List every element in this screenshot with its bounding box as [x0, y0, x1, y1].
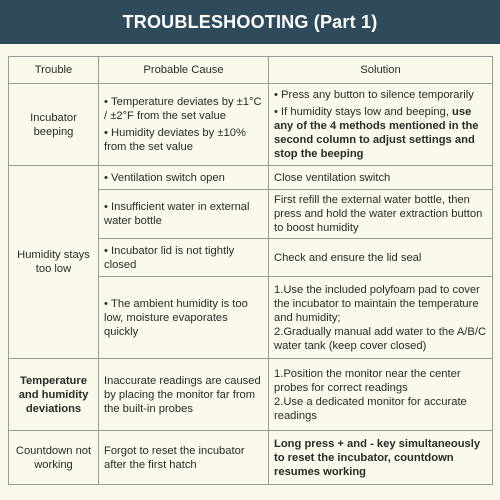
- table-row-countdown: [9, 431, 493, 485]
- trouble-beeping: Incubator beeping: [9, 84, 99, 166]
- table-row-beeping: [9, 84, 493, 166]
- solution-beeping-silence: • Press any button to silence temporarily: [274, 88, 487, 102]
- table-row-humidity-1: [9, 166, 493, 190]
- solution-ventilation: Close ventilation switch: [269, 166, 493, 190]
- cause-water-bottle: • Insufficient water in external water bottle: [99, 190, 269, 239]
- cause-beeping-temperature: • Temperature deviates by ±1°C / ±2°F from the set value: [104, 95, 263, 123]
- page-title-banner: [0, 0, 500, 44]
- solution-beeping-adjust-plain: If humidity stays low and beeping,: [281, 106, 453, 118]
- solution-deviations: [269, 359, 493, 431]
- trouble-countdown: Countdown not working: [9, 431, 99, 485]
- trouble-deviations: Temperature and humidity deviations: [9, 359, 99, 431]
- solution-beeping-adjust-bold: use any of the 4 methods mentioned in the second column to adjust settings and stop the beeping: [274, 106, 479, 160]
- cause-beeping-humidity: • Humidity deviates by ±10% from the set value: [104, 126, 263, 154]
- header-trouble: Trouble: [9, 57, 99, 84]
- solution-dedicated-monitor: 2.Use a dedicated monitor for accurate readings: [274, 395, 467, 422]
- header-solution: Solution: [269, 57, 493, 84]
- solution-lid: Check and ensure the lid seal: [269, 239, 493, 277]
- table-header-row: [9, 57, 493, 84]
- header-cause: Probable Cause: [99, 57, 269, 84]
- page-title: TROUBLESHOOTING (Part 1): [122, 11, 378, 32]
- solution-beeping: [269, 84, 493, 166]
- solution-water-tank: 2.Gradually manual add water to the A/B/C water tank (keep cover closed): [274, 325, 487, 352]
- cause-ventilation: • Ventilation switch open: [99, 166, 269, 190]
- solution-water-bottle: First refill the external water bottle, then press and hold the water extraction button to boost humidity: [269, 190, 493, 239]
- solution-countdown: Long press + and - key simultaneously to reset the incubator, countdown resumes working: [269, 431, 493, 485]
- cause-beeping: [99, 84, 269, 166]
- solution-polyfoam: 1.Use the included polyfoam pad to cover the incubator to maintain the temperature and humidity;: [274, 283, 480, 324]
- trouble-humidity: Humidity stays too low: [9, 166, 99, 359]
- table-row-deviations: [9, 359, 493, 431]
- troubleshooting-table: [8, 56, 493, 485]
- solution-beeping-adjust: [274, 105, 487, 161]
- cause-deviations: Inaccurate readings are caused by placing the monitor far from the built-in probes: [99, 359, 269, 431]
- cause-ambient-humidity: • The ambient humidity is too low, moisture evaporates quickly: [99, 277, 269, 359]
- cause-lid: • Incubator lid is not tightly closed: [99, 239, 269, 277]
- cause-countdown: Forgot to reset the incubator after the first hatch: [99, 431, 269, 485]
- solution-position-monitor: 1.Position the monitor near the center probes for correct readings: [274, 367, 461, 394]
- solution-ambient-humidity: [269, 277, 493, 359]
